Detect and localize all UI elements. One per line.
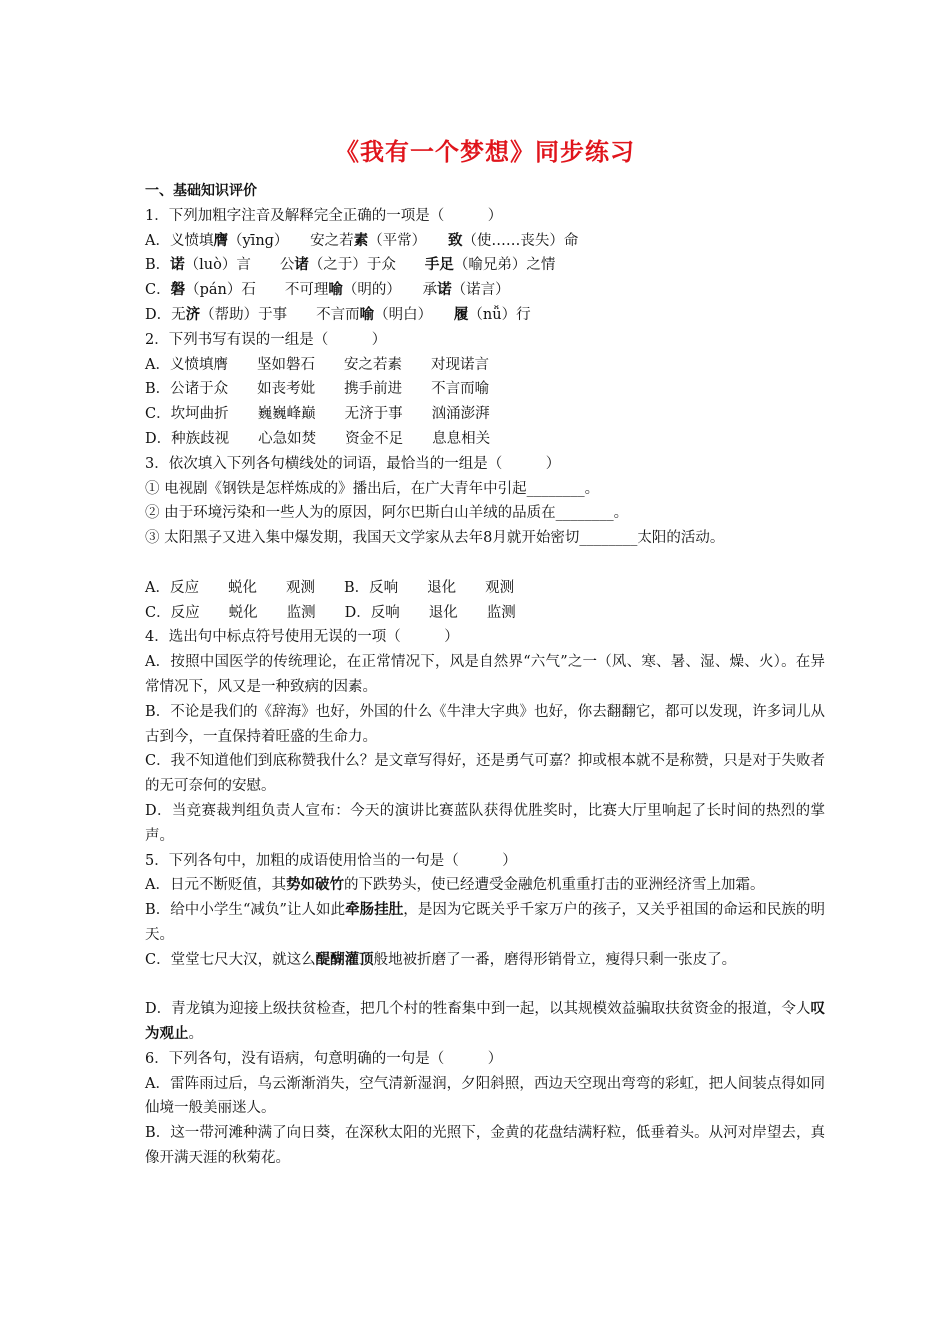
page-title: 《我有一个梦想》同步练习 (335, 138, 635, 166)
q5-option-d: D．青龙镇为迎接上级扶贫检查，把几个村的牲畜集中到一起，以其规模效益骗取扶贫资金的报道，令人叹为观止。 (145, 1001, 825, 1043)
q2-option-a: A．义愤填膺 坚如磐石 安之若素 对现诺言 (145, 356, 489, 373)
q1-option-c: C．磐（pán）石 不可理喻（明的） 承诺（诺言） (145, 282, 510, 299)
question-1-stem: 1．下列加粗字注音及解释完全正确的一项是（ ） (145, 207, 503, 224)
q4-option-d: D．当竞赛裁判组负责人宣布：今天的演讲比赛蓝队获得优胜奖时，比赛大厅里响起了长时间的热烈的掌声。 (145, 802, 825, 844)
question-3-stem: 3．依次填入下列各句横线处的词语，最恰当的一组是（ ） (145, 455, 561, 472)
q2-option-b: B．公诸于众 如丧考妣 携手前进 不言而喻 (145, 381, 490, 398)
q5-option-a: A．日元不断贬值，其势如破竹的下跌势头，使已经遭受金融危机重重打击的亚洲经济雪上加霜。 (145, 877, 765, 894)
q5-option-c: C．堂堂七尺大汉，就这么醍醐灌顶般地被折磨了一番，磨得形销骨立，瘦得只剩一张皮了。 (145, 951, 737, 968)
q4-option-b: B．不论是我们的《辞海》也好，外国的什么《牛津大字典》也好，你去翻翻它，都可以发现，许多词儿从古到今，一直保持着旺盛的生命力。 (145, 703, 825, 745)
q2-option-c: C．坎坷曲折 巍巍峰巅 无济于事 汹涌澎湃 (145, 406, 490, 423)
question-5-stem: 5．下列各句中，加粗的成语使用恰当的一句是（ ） (145, 852, 517, 869)
q1-option-b: B．诺（luò）言 公诸（之于）于众 手足（喻兄弟）之情 (145, 257, 556, 274)
question-4-stem: 4．选出句中标点符号使用无误的一项（ ） (145, 629, 459, 646)
q1-option-a: A．义愤填膺（yīnɡ） 安之若素（平常） 致（使……丧失）命 (145, 232, 579, 249)
q3-options-cd: C．反应 蜕化 监测 D．反响 退化 监测 (145, 604, 516, 621)
q6-option-a: A．雷阵雨过后，乌云渐渐消失，空气清新湿润，夕阳斜照，西边天空现出弯弯的彩虹，把人间装点得如同仙境一般美丽迷人。 (145, 1075, 825, 1117)
q3-options-ab: A．反应 蜕化 观测 B．反响 退化 观测 (145, 579, 515, 596)
q4-option-a: A．按照中国医学的传统理论，在正常情况下，风是自然界“六气”之一（风、寒、暑、湿、燥、火）。在异常情况下，风又是一种致病的因素。 (145, 654, 825, 695)
q2-option-d: D．种族歧视 心急如焚 资金不足 息息相关 (145, 430, 491, 447)
document-page (145, 132, 825, 1171)
question-2-stem: 2．下列书写有误的一组是（ ） (145, 331, 387, 348)
q3-sentence-3: ③ 太阳黑子又进入集中爆发期，我国天文学家从去年8月就开始密切________太阳的活动。 (145, 530, 725, 547)
q4-option-c: C．我不知道他们到底称赞我什么？是文章写得好，还是勇气可嘉？抑或根本就不是称赞，只是对于失败者的无可奈何的安慰。 (145, 753, 825, 795)
q3-sentence-2: ② 由于环境污染和一些人为的原因，阿尔巴斯白山羊绒的品质在________。 (145, 505, 629, 522)
question-6-stem: 6．下列各句，没有语病，句意明确的一句是（ ） (145, 1050, 503, 1067)
section-heading: 一、基础知识评价 (145, 183, 257, 199)
q1-option-d: D．无济（帮助）于事 不言而喻（明白） 履（nǚ）行 (145, 306, 531, 323)
q5-option-b: B．给中小学生“减负”让人如此牵肠挂肚，是因为它既关乎千家万户的孩子，又关乎祖国的命运和民族的明天。 (145, 902, 825, 943)
q6-option-b: B．这一带河滩种满了向日葵，在深秋太阳的光照下，金黄的花盘结满籽粒，低垂着头。从河对岸望去，真像开满天涯的秋菊花。 (145, 1125, 825, 1167)
q3-sentence-1: ① 电视剧《钢铁是怎样炼成的》播出后，在广大青年中引起________。 (145, 480, 600, 497)
